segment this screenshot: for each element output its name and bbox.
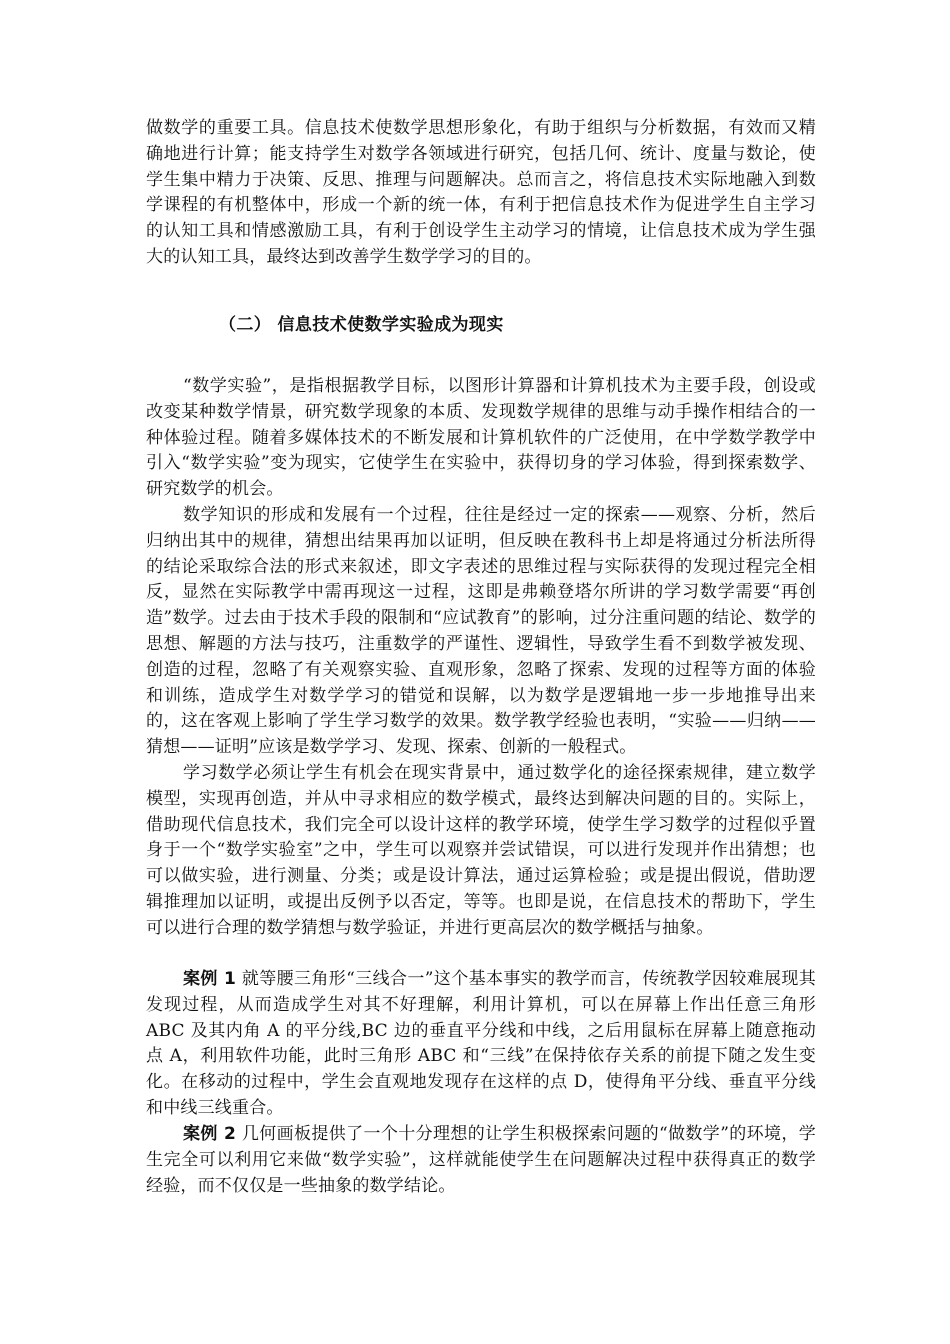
case-1-label: 案例 1 (183, 969, 237, 989)
case-2-label: 案例 2 (183, 1124, 237, 1144)
section-heading: （二） 信息技术使数学实验成为现实 (219, 315, 504, 335)
knowledge-formation-paragraph: 数学知识的形成和发展有一个过程，往往是经过一定的探索——观察、分析，然后归纳出其中的规律，猜想出结果再加以证明，但反映在教科书上却是将通过分析法所得的结论采取综合法的形式来叙述，即文字表述的思维过程与实际获得的发现过程完全相反，显然在实际教学中需再现这一过程，这即是弗赖登塔尔所讲的学习数学需要“再创造”数学。过去由于技术手段的限制和“应试教育”的影响，过分注重问题的结论、数学的思想、解题的方法与技巧，注重数学的严谨性、逻辑性，导致学生看不到数学被发现、创造的过程，忽略了有关观察实验、直观形象，忽略了探索、发现的过程等方面的体验和训练，造成学生对数学学习的错觉和误解，以为数学是逻辑地一步一步地推导出来的，这在客观上影响了学生学习数学的效果。数学教学经验也表明，“实验——归纳——猜想——证明”应该是数学学习、发现、探索、创新的一般程式。 (146, 505, 816, 758)
intro-paragraph: 做数学的重要工具。信息技术使数学思想形象化，有助于组织与分析数据，有效而又精确地进行计算；能支持学生对数学各领域进行研究，包括几何、统计、度量与数论，使学生集中精力于决策、反思、推理与问题解决。总而言之，将信息技术实际地融入到数学课程的有机整体中，形成一个新的统一体，有利于把信息技术作为促进学生自主学习的认知工具和情感激励工具，有利于创设学生主动学习的情境，让信息技术成为学生强大的认知工具，最终达到改善学生数学学习的目的。 (146, 118, 816, 267)
case-1-paragraph (146, 967, 816, 1122)
case-2-text: 几何画板提供了一个十分理想的让学生积极探索问题的“做数学”的环境，学生完全可以利用它来做“数学实验”，这样就能使学生在问题解决过程中获得真正的数学经验，而不仅仅是一些抽象的数学结论。 (146, 1124, 816, 1196)
case-1-text: 就等腰三角形“三线合一”这个基本事实的教学而言，传统教学因较难展现其发现过程，从而造成学生对其不好理解，利用计算机，可以在屏幕上作出任意三角形 ABC 及其内角 A 的平分线,BC 边的垂直平分线和中线，之后用鼠标在屏幕上随意拖动点 A，利用软件功能，此时三角形 ABC 和“三线”在保持依存关系的前提下随之发生变化。在移动的过程中，学生会直观地发现存在这样的点 D，使得角平分线、垂直平分线和中线三线重合。 (146, 969, 816, 1118)
case-2-paragraph (146, 1122, 816, 1199)
math-experiment-paragraph: “数学实验”，是指根据教学目标，以图形计算器和计算机技术为主要手段，创设或改变某种数学情景，研究数学现象的本质、发现数学规律的思维与动手操作相结合的一种体验过程。随着多媒体技术的不断发展和计算机软件的广泛使用，在中学数学教学中引入“数学实验”变为现实，它使学生在实验中，获得切身的学习体验，得到探索数学、研究数学的机会。 (146, 376, 816, 500)
learning-math-paragraph: 学习数学必须让学生有机会在现实背景中，通过数学化的途径探索规律，建立数学模型，实现再创造，并从中寻求相应的数学模式，最终达到解决问题的目的。实际上，借助现代信息技术，我们完全可以设计这样的教学环境，使学生学习数学的过程似乎置身于一个“数学实验室”之中，学生可以观察并尝试错误，可以进行发现并作出猜想；也可以做实验，进行测量、分类；或是设计算法，通过运算检验；或是提出假说，借助逻辑推理加以证明，或提出反例予以否定，等等。也即是说，在信息技术的帮助下，学生可以进行合理的数学猜想与数学验证，并进行更高层次的数学概括与抽象。 (146, 763, 816, 938)
